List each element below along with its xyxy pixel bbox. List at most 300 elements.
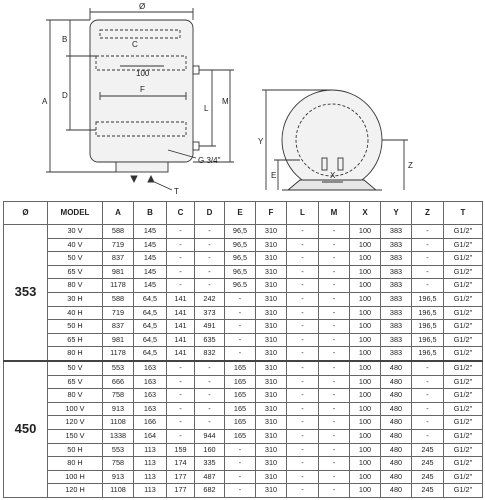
table-cell: 682 — [195, 484, 225, 498]
table-cell: 383 — [381, 252, 412, 266]
table-cell: 80 H — [48, 457, 103, 471]
table-cell: 163 — [134, 389, 167, 403]
table-cell: - — [319, 320, 350, 334]
table-cell: - — [412, 279, 444, 293]
table-cell: - — [195, 225, 225, 239]
table-cell: 245 — [412, 484, 444, 498]
table-cell: 113 — [134, 443, 167, 457]
column-header: X — [350, 202, 381, 225]
table-cell: 480 — [381, 470, 412, 484]
table-cell: 141 — [167, 292, 195, 306]
table-cell: - — [195, 252, 225, 266]
table-cell: 100 — [350, 416, 381, 430]
table-cell: 310 — [256, 361, 287, 375]
table-cell: - — [319, 402, 350, 416]
table-cell: G1/2" — [444, 225, 483, 239]
table-cell: 100 — [350, 306, 381, 320]
table-cell: 50 H — [48, 320, 103, 334]
table-cell: - — [287, 470, 319, 484]
table-cell: 588 — [103, 225, 134, 239]
table-cell: 96,5 — [225, 225, 256, 239]
table-cell: 100 — [350, 347, 381, 361]
table-cell: G1/2" — [444, 457, 483, 471]
column-header: A — [103, 202, 134, 225]
table-cell: - — [167, 389, 195, 403]
label-t: T — [174, 187, 179, 196]
label-c: C — [132, 40, 138, 49]
table-cell: - — [195, 238, 225, 252]
column-header: M — [319, 202, 350, 225]
table-row — [4, 333, 483, 347]
table-cell: G1/2" — [444, 402, 483, 416]
table-cell: 719 — [103, 238, 134, 252]
diameter-group-label: 450 — [4, 361, 48, 497]
table-cell: 163 — [134, 402, 167, 416]
table-cell: - — [412, 252, 444, 266]
table-cell: 666 — [103, 375, 134, 389]
table-cell: - — [167, 238, 195, 252]
table-cell: 50 H — [48, 443, 103, 457]
table-cell: 383 — [381, 265, 412, 279]
table-cell: - — [412, 416, 444, 430]
table-cell: - — [319, 225, 350, 239]
table-cell: 145 — [134, 238, 167, 252]
technical-drawing — [0, 0, 485, 200]
table-cell: 832 — [195, 347, 225, 361]
header-row — [4, 202, 483, 225]
table-cell: 913 — [103, 470, 134, 484]
table-cell: 480 — [381, 361, 412, 375]
table-cell: G1/2" — [444, 484, 483, 498]
table-cell: 64,5 — [134, 347, 167, 361]
table-cell: - — [195, 416, 225, 430]
table-cell: 913 — [103, 402, 134, 416]
diameter-label: Ø — [139, 2, 146, 11]
table-cell: - — [287, 484, 319, 498]
table-cell: - — [412, 265, 444, 279]
table-cell: 100 — [350, 429, 381, 443]
table-cell: G1/2" — [444, 279, 483, 293]
table-cell: G1/2" — [444, 470, 483, 484]
table-cell: - — [167, 279, 195, 293]
table-cell: 383 — [381, 225, 412, 239]
table-cell: - — [225, 470, 256, 484]
table-cell: - — [195, 402, 225, 416]
table-cell: 80 V — [48, 389, 103, 403]
table-row — [4, 347, 483, 361]
table-cell: 1108 — [103, 484, 134, 498]
table-cell: 719 — [103, 306, 134, 320]
table-cell: 141 — [167, 347, 195, 361]
table-cell: G1/2" — [444, 347, 483, 361]
table-cell: 310 — [256, 347, 287, 361]
table-cell: 40 V — [48, 238, 103, 252]
table-cell: 100 — [350, 265, 381, 279]
table-cell: - — [287, 292, 319, 306]
table-row — [4, 457, 483, 471]
table-cell: G1/2" — [444, 429, 483, 443]
table-cell: - — [287, 225, 319, 239]
table-cell: - — [167, 252, 195, 266]
table-cell: 100 — [350, 389, 381, 403]
table-cell: 1178 — [103, 347, 134, 361]
table-row — [4, 292, 483, 306]
column-header: D — [195, 202, 225, 225]
table-cell: G1/2" — [444, 265, 483, 279]
table-cell: - — [287, 416, 319, 430]
table-cell: 196,5 — [412, 347, 444, 361]
table-cell: 30 V — [48, 225, 103, 239]
table-cell: 245 — [412, 443, 444, 457]
table-cell: - — [319, 252, 350, 266]
table-cell: 163 — [134, 361, 167, 375]
label-g: G 3/4" — [198, 156, 221, 165]
table-cell: G1/2" — [444, 416, 483, 430]
table-cell: 64,5 — [134, 320, 167, 334]
table-row — [4, 306, 483, 320]
side-bracket-top — [193, 66, 199, 74]
label-x: X — [330, 171, 336, 180]
table-cell: 310 — [256, 238, 287, 252]
table-row — [4, 375, 483, 389]
table-cell: 113 — [134, 470, 167, 484]
table-cell: - — [319, 429, 350, 443]
table-cell: G1/2" — [444, 443, 483, 457]
table-cell: 96,5 — [225, 252, 256, 266]
table-cell: 310 — [256, 306, 287, 320]
table-cell: 163 — [134, 375, 167, 389]
table-cell: 64,5 — [134, 292, 167, 306]
table-row — [4, 225, 483, 239]
table-cell: - — [319, 279, 350, 293]
table-cell: - — [225, 320, 256, 334]
table-cell: 177 — [167, 470, 195, 484]
table-cell: - — [167, 375, 195, 389]
label-l: L — [204, 104, 209, 113]
table-cell: 166 — [134, 416, 167, 430]
table-cell: 120 V — [48, 416, 103, 430]
table-cell: - — [195, 389, 225, 403]
table-row — [4, 279, 483, 293]
table-cell: 96,5 — [225, 265, 256, 279]
table-cell: 383 — [381, 292, 412, 306]
table-cell: 113 — [134, 457, 167, 471]
table-cell: 487 — [195, 470, 225, 484]
table-cell: - — [225, 347, 256, 361]
table-row — [4, 484, 483, 498]
table-cell: 100 — [350, 470, 381, 484]
table-cell: - — [225, 443, 256, 457]
table-cell: 480 — [381, 416, 412, 430]
table-cell: 383 — [381, 320, 412, 334]
table-cell: 588 — [103, 292, 134, 306]
table-cell: 165 — [225, 389, 256, 403]
table-cell: 65 H — [48, 333, 103, 347]
table-cell: - — [412, 402, 444, 416]
table-row — [4, 389, 483, 403]
table-cell: - — [287, 443, 319, 457]
table-cell: - — [412, 389, 444, 403]
table-cell: - — [195, 361, 225, 375]
table-cell: - — [319, 238, 350, 252]
table-cell: - — [412, 361, 444, 375]
table-cell: G1/2" — [444, 389, 483, 403]
group-353 — [4, 225, 483, 361]
table-row — [4, 320, 483, 334]
table-cell: 100 — [350, 443, 381, 457]
table-cell: 150 V — [48, 429, 103, 443]
column-header: Y — [381, 202, 412, 225]
label-a: A — [42, 97, 48, 106]
table-cell: - — [319, 389, 350, 403]
table-cell: 159 — [167, 443, 195, 457]
table-cell: 245 — [412, 470, 444, 484]
table-cell: 310 — [256, 416, 287, 430]
table-cell: - — [287, 361, 319, 375]
table-cell: 100 — [350, 402, 381, 416]
table-cell: 1178 — [103, 279, 134, 293]
table-cell: - — [167, 265, 195, 279]
column-header: L — [287, 202, 319, 225]
table-cell: - — [319, 416, 350, 430]
table-cell: - — [319, 292, 350, 306]
table-cell: - — [167, 402, 195, 416]
table-cell: 100 — [350, 333, 381, 347]
column-header: B — [134, 202, 167, 225]
table-cell: - — [195, 265, 225, 279]
table-cell: 160 — [195, 443, 225, 457]
table-cell: 40 H — [48, 306, 103, 320]
label-z: Z — [408, 161, 413, 170]
label-y: Y — [258, 137, 264, 146]
table-cell: - — [412, 238, 444, 252]
table-cell: G1/2" — [444, 375, 483, 389]
table-row — [4, 429, 483, 443]
table-cell: 1108 — [103, 416, 134, 430]
table-cell: 196,5 — [412, 333, 444, 347]
column-header: T — [444, 202, 483, 225]
table-cell: - — [225, 484, 256, 498]
table-cell: 64,5 — [134, 333, 167, 347]
table-cell: - — [287, 306, 319, 320]
table-cell: 310 — [256, 484, 287, 498]
table-header — [4, 202, 483, 225]
table-cell: 837 — [103, 320, 134, 334]
table-cell: 758 — [103, 457, 134, 471]
table-cell: - — [287, 375, 319, 389]
table-cell: 80 V — [48, 279, 103, 293]
table-row — [4, 416, 483, 430]
table-cell: 165 — [225, 375, 256, 389]
table-cell: 120 H — [48, 484, 103, 498]
table-cell: 383 — [381, 333, 412, 347]
table-cell: 480 — [381, 443, 412, 457]
table-cell: 553 — [103, 361, 134, 375]
table-cell: 65 V — [48, 375, 103, 389]
table-cell: 196,5 — [412, 292, 444, 306]
table-cell: 245 — [412, 457, 444, 471]
table-cell: - — [412, 429, 444, 443]
table-cell: 310 — [256, 389, 287, 403]
group-450 — [4, 361, 483, 497]
table-cell: 100 — [350, 375, 381, 389]
table-cell: 480 — [381, 389, 412, 403]
table-cell: - — [225, 292, 256, 306]
table-cell: - — [287, 347, 319, 361]
table-cell: 383 — [381, 306, 412, 320]
table-cell: 310 — [256, 265, 287, 279]
table-cell: - — [225, 457, 256, 471]
table-cell: - — [287, 265, 319, 279]
table-cell: 100 — [350, 361, 381, 375]
table-cell: G1/2" — [444, 361, 483, 375]
table-cell: 480 — [381, 457, 412, 471]
column-header: C — [167, 202, 195, 225]
table-cell: - — [167, 225, 195, 239]
table-cell: 141 — [167, 333, 195, 347]
label-m: M — [222, 97, 229, 106]
table-cell: 145 — [134, 252, 167, 266]
column-header: MODEL — [48, 202, 103, 225]
table-cell: - — [287, 457, 319, 471]
table-cell: - — [287, 333, 319, 347]
table-cell: 310 — [256, 470, 287, 484]
table-cell: - — [319, 265, 350, 279]
table-cell: 196,5 — [412, 306, 444, 320]
table-cell: 310 — [256, 402, 287, 416]
table-cell: - — [287, 238, 319, 252]
table-cell: 310 — [256, 375, 287, 389]
table-cell: G1/2" — [444, 320, 483, 334]
table-cell: - — [287, 320, 319, 334]
label-d: D — [62, 91, 68, 100]
table-cell: 50 V — [48, 252, 103, 266]
table-row — [4, 265, 483, 279]
table-cell: - — [319, 470, 350, 484]
table-cell: 310 — [256, 292, 287, 306]
table-cell: 64,5 — [134, 306, 167, 320]
table-cell: - — [287, 429, 319, 443]
table-cell: G1/2" — [444, 238, 483, 252]
table-cell: 96.5 — [225, 279, 256, 293]
side-bracket-bottom — [193, 142, 199, 150]
table-cell: - — [225, 333, 256, 347]
table-cell: 383 — [381, 279, 412, 293]
label-f: F — [140, 85, 145, 94]
table-cell: 141 — [167, 320, 195, 334]
table-row — [4, 470, 483, 484]
table-cell: 480 — [381, 484, 412, 498]
table-cell: 310 — [256, 252, 287, 266]
table-cell: - — [319, 457, 350, 471]
label-width-100: 100 — [136, 69, 150, 78]
table-cell: - — [319, 306, 350, 320]
table-cell: G1/2" — [444, 252, 483, 266]
table-cell: 65 V — [48, 265, 103, 279]
table-row — [4, 402, 483, 416]
table-cell: 310 — [256, 279, 287, 293]
table-cell: 553 — [103, 443, 134, 457]
column-header: Z — [412, 202, 444, 225]
column-header: E — [225, 202, 256, 225]
table-cell: 100 — [350, 252, 381, 266]
table-cell: - — [319, 333, 350, 347]
table-cell: G1/2" — [444, 292, 483, 306]
table-cell: - — [412, 375, 444, 389]
table-row — [4, 361, 483, 375]
table-cell: 310 — [256, 225, 287, 239]
table-cell: 165 — [225, 402, 256, 416]
column-header: F — [256, 202, 287, 225]
table-cell: 1338 — [103, 429, 134, 443]
table-cell: - — [167, 416, 195, 430]
table-cell: 491 — [195, 320, 225, 334]
table-cell: 100 V — [48, 402, 103, 416]
table-cell: 113 — [134, 484, 167, 498]
tank-bottom-cap — [116, 162, 168, 172]
table-row — [4, 252, 483, 266]
table-cell: - — [195, 279, 225, 293]
table-cell: 373 — [195, 306, 225, 320]
table-cell: 981 — [103, 265, 134, 279]
table-cell: 96,5 — [225, 238, 256, 252]
table-cell: 480 — [381, 375, 412, 389]
table-cell: 165 — [225, 429, 256, 443]
table-cell: 100 — [350, 292, 381, 306]
table-cell: 177 — [167, 484, 195, 498]
table-cell: - — [195, 375, 225, 389]
table-cell: 837 — [103, 252, 134, 266]
table-cell: 310 — [256, 429, 287, 443]
table-row — [4, 443, 483, 457]
table-cell: 145 — [134, 279, 167, 293]
table-cell: - — [319, 484, 350, 498]
table-cell: 635 — [195, 333, 225, 347]
table-row — [4, 238, 483, 252]
table-cell: 480 — [381, 429, 412, 443]
table-cell: 383 — [381, 347, 412, 361]
table-cell: 480 — [381, 402, 412, 416]
table-cell: - — [287, 402, 319, 416]
table-cell: - — [319, 361, 350, 375]
table-cell: 80 H — [48, 347, 103, 361]
table-cell: 145 — [134, 225, 167, 239]
table-cell: 174 — [167, 457, 195, 471]
table-cell: 100 — [350, 279, 381, 293]
label-b: B — [62, 35, 68, 44]
table-cell: 944 — [195, 429, 225, 443]
table-cell: - — [287, 279, 319, 293]
table-cell: - — [287, 389, 319, 403]
table-cell: 141 — [167, 306, 195, 320]
label-e: E — [271, 171, 277, 180]
table-cell: 30 H — [48, 292, 103, 306]
table-cell: 165 — [225, 416, 256, 430]
table-cell: 100 H — [48, 470, 103, 484]
dimensions-table — [3, 201, 483, 498]
table-cell: 242 — [195, 292, 225, 306]
table-cell: 310 — [256, 320, 287, 334]
table-cell: - — [412, 225, 444, 239]
table-cell: G1/2" — [444, 333, 483, 347]
table-cell: - — [225, 306, 256, 320]
table-cell: 100 — [350, 457, 381, 471]
table-cell: 165 — [225, 361, 256, 375]
table-cell: 100 — [350, 320, 381, 334]
table-cell: 758 — [103, 389, 134, 403]
table-cell: 310 — [256, 333, 287, 347]
table-cell: 50 V — [48, 361, 103, 375]
